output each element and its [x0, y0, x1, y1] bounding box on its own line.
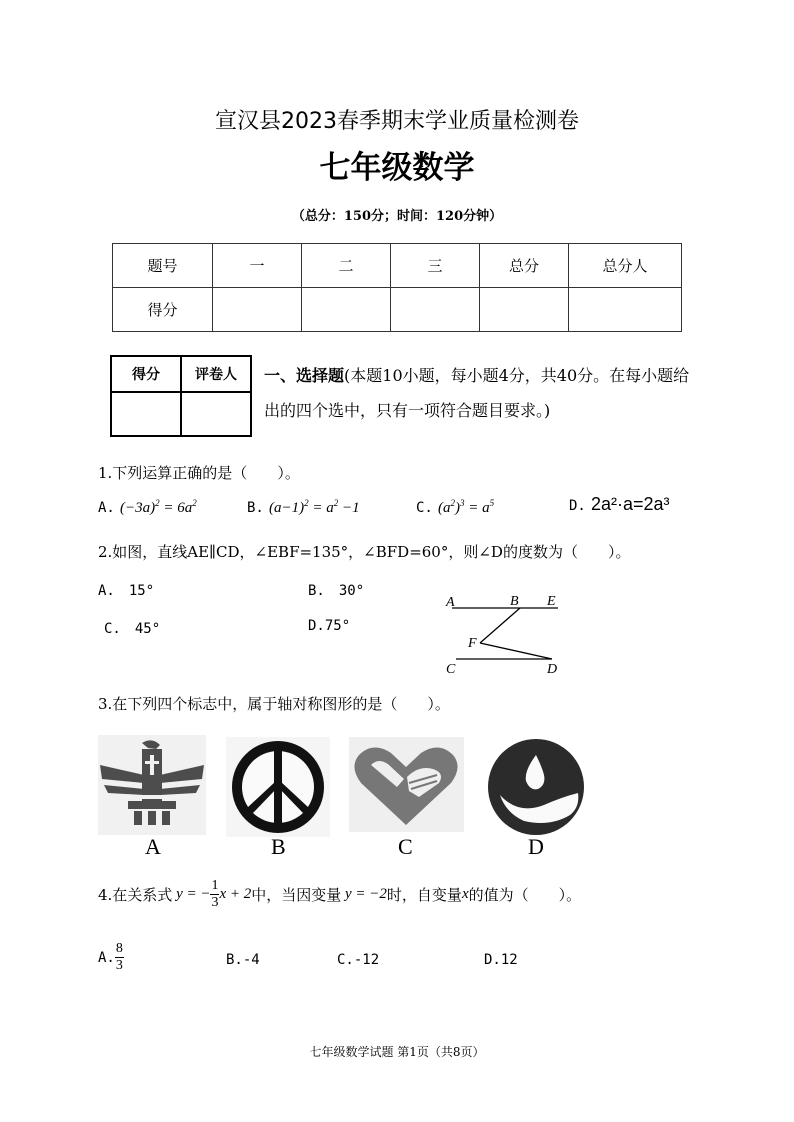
q4-option-a-fraction — [115, 941, 124, 974]
peace-sign-icon — [226, 737, 330, 837]
q1-option-c-label: C. — [416, 500, 433, 516]
q4-dependent-var: y = −2 — [341, 886, 387, 902]
label-f: F — [468, 636, 477, 651]
eagle-emblem-icon — [98, 735, 206, 835]
q4-stem-end: 的值为（ ）。 — [468, 886, 582, 904]
question-4-stem — [98, 878, 581, 911]
q4-fraction-numerator: 1 — [211, 878, 219, 893]
q4-independent-var: x — [461, 886, 469, 902]
q4-fraction-denominator: 3 — [211, 895, 219, 910]
score-header-cell: 总分 — [480, 244, 569, 288]
score-header-cell: 二 — [302, 244, 391, 288]
section-1-heading — [264, 358, 704, 428]
logo-label-c: C — [398, 834, 413, 859]
q1-option-d-label: D. — [569, 498, 586, 514]
segment-fd — [480, 643, 552, 659]
score-table-score-row — [113, 288, 682, 332]
score-header-cell: 总分人 — [569, 244, 682, 288]
label-d: D — [547, 662, 558, 677]
q2-option-b: B. 30° — [308, 583, 365, 599]
q4-option-b: B.-4 — [226, 952, 260, 968]
grader-score-label: 得分 — [111, 356, 181, 392]
score-row-label: 得分 — [113, 288, 213, 332]
q1-option-a-label: A. — [98, 500, 115, 516]
heart-hand-icon — [349, 737, 464, 832]
logo-label-a: A — [145, 834, 161, 859]
score-header-cell: 三 — [391, 244, 480, 288]
q4-stem-mid: 中，当因变量 — [251, 886, 342, 904]
label-b: B — [510, 594, 519, 609]
score-table-header-row — [113, 244, 682, 288]
q4-option-a-denominator: 3 — [115, 958, 123, 973]
score-cell[interactable] — [569, 288, 682, 332]
question-1-stem: 1.下列运算正确的是（ ）。 — [98, 464, 300, 482]
q1-option-d-math: 2a²·a=2a³ — [590, 494, 670, 514]
q4-option-a-label: A. — [98, 949, 115, 966]
label-c: C — [446, 662, 456, 677]
grader-table — [110, 355, 252, 437]
label-e: E — [547, 594, 556, 609]
logo-label-b: B — [271, 834, 286, 859]
section-1-desc: (本题10小题，每小题4分，共40分。在每小题给出的四个选中，只有一项符合题目要求。) — [264, 366, 690, 420]
page-footer: 七年级数学试题 第1页（共8页） — [309, 1045, 485, 1059]
q2-option-d: D.75° — [308, 618, 351, 634]
q4-option-c: C.-12 — [337, 952, 380, 968]
water-drop-emblem-icon — [484, 737, 588, 837]
q4-option-d: D.12 — [484, 952, 518, 968]
q4-equation-rest: x + 2 — [219, 886, 252, 902]
score-cell[interactable] — [391, 288, 480, 332]
q4-equation: y = − — [172, 886, 211, 902]
q1-option-d — [569, 494, 670, 515]
question-2-stem: 2.如图，直线AE∥CD，∠EBF=135°，∠BFD=60°，则∠D的度数为（ ）。 — [98, 543, 631, 561]
q1-option-b-label: B. — [247, 500, 264, 516]
score-cell[interactable] — [480, 288, 569, 332]
grader-name-label: 评卷人 — [181, 356, 251, 392]
q4-stem-prefix: 4.在关系式 — [98, 886, 173, 904]
exam-title: 宣汉县2023春季期末学业质量检测卷 — [215, 109, 579, 134]
score-cell[interactable] — [213, 288, 302, 332]
section-1-title: 一、选择题 — [264, 366, 345, 385]
q1-option-b — [247, 497, 360, 517]
q1-option-a — [98, 497, 197, 517]
logo-label-d: D — [528, 834, 544, 859]
question-3-stem: 3.在下列四个标志中，属于轴对称图形的是（ ）。 — [98, 695, 450, 713]
score-header-cell: 题号 — [113, 244, 213, 288]
q1-option-a-math: $(-3a)^2 = 6a^2$ — [119, 498, 197, 516]
score-table — [112, 243, 682, 332]
q4-option-a — [98, 941, 124, 974]
q2-figure — [440, 588, 570, 683]
grader-score-cell[interactable] — [111, 392, 181, 436]
exam-subtitle: 七年级数学 — [319, 150, 475, 186]
score-header-cell: 一 — [213, 244, 302, 288]
q1-option-c — [416, 497, 494, 517]
q2-option-a: A. 15° — [98, 583, 155, 599]
q1-option-c-math: $(a^2)^3 = a^5$ — [437, 498, 495, 516]
grader-name-cell[interactable] — [181, 392, 251, 436]
q4-option-a-numerator: 8 — [115, 941, 123, 956]
q1-option-b-math: $(a-1)^2 = a^2 -1$ — [268, 498, 360, 516]
q4-stem-mid2: 时，自变量 — [386, 886, 462, 904]
exam-info: （总分：150分；时间：120分钟） — [291, 209, 503, 224]
label-a: A — [446, 595, 455, 610]
q2-option-c: C. 45° — [104, 621, 161, 637]
segment-bf — [480, 608, 520, 643]
score-cell[interactable] — [302, 288, 391, 332]
